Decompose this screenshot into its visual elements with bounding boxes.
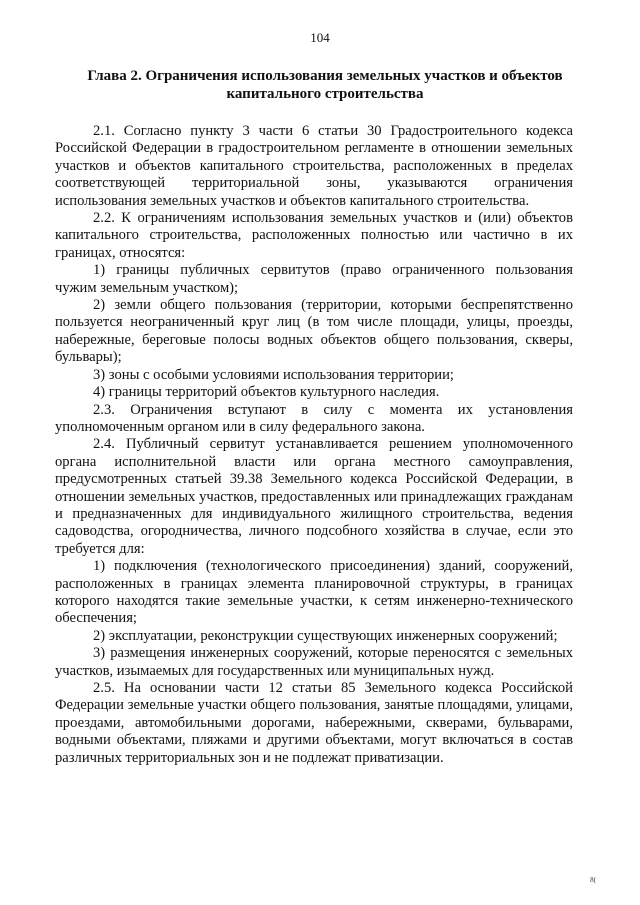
list-item-2-2-3: 3) зоны с особыми условиями использования территории; [93,366,454,383]
list-item-2-4-2: 2) эксплуатации, реконструкции существующих инженерных сооружений; [93,627,558,644]
page-number: 104 [310,30,330,45]
list-item-2-4-1: 1) подключения (технологического присоединения) зданий, сооружений, расположенных в границах элемента планировочной структуры, в границах которого находятся такие земельные участки, к сетям инженерно-технического обеспечения; [55,558,573,627]
paragraph-2-5: 2.5. На основании части 12 статьи 85 Земельного кодекса Российской Федерации земельные участки общего пользования, занятые площадями, улицами, проездами, автомобильными дорогами, набережными, скверами, бульварами, водными объектами, пляжами и другими объектами, могут включаться в состав различных территориальных зон и не подлежат приватизации. [55,680,573,766]
list-item-2-2-2: 2) земли общего пользования (территории, которыми беспрепятственно пользуется неограниченный круг лиц (в том числе площади, улицы, проезды, набережные, береговые полосы водных объектов общего пользования, скверы, бульвары); [55,297,573,366]
document-body [55,123,573,767]
list-item-2-4-3: 3) размещения инженерных сооружений, которые переносятся с земельных участков, изымаемых для государственных или муниципальных нужд. [55,645,573,679]
paragraph-2-2: 2.2. К ограничениям использования земельных участков и (или) объектов капитального строительства, расположенных полностью или частично в их границах, относятся: [55,210,573,261]
paragraph-2-1: 2.1. Согласно пункту 3 части 6 статьи 30 Градостроительного кодекса Российской Федерации в градостроительном регламенте в отношении земельных участков и объектов капитального строительства, расположенных в пределах соответствующей территориальной зоны, указываются ограничения использования земельных участков и объектов капитального строительства. [55,123,573,209]
list-item-2-2-1: 1) границы публичных сервитутов (право ограниченного пользования чужим земельным участком); [55,262,573,296]
paragraph-2-4: 2.4. Публичный сервитут устанавливается решением уполномоченного органа исполнительной власти или органа местного самоуправления, предусмотренных статьей 39.38 Земельного кодекса Российской Федерации, в отношении земельных участков, предоставленных или принадлежащих гражданам и предназначенных для индивидуального жилищного строительства, ведения садоводства, огородничества, личного подсобного хозяйства в случае, если это требуется для: [55,436,573,557]
corner-mark: 8( [590,876,596,884]
list-item-2-2-4: 4) границы территорий объектов культурного наследия. [93,384,440,401]
paragraph-2-3: 2.3. Ограничения вступают в силу с момента их установления уполномоченным органом или в силу федерального закона. [55,401,573,435]
chapter-title: Глава 2. Ограничения использования земельных участков и объектов капитального строительства [87,68,563,102]
